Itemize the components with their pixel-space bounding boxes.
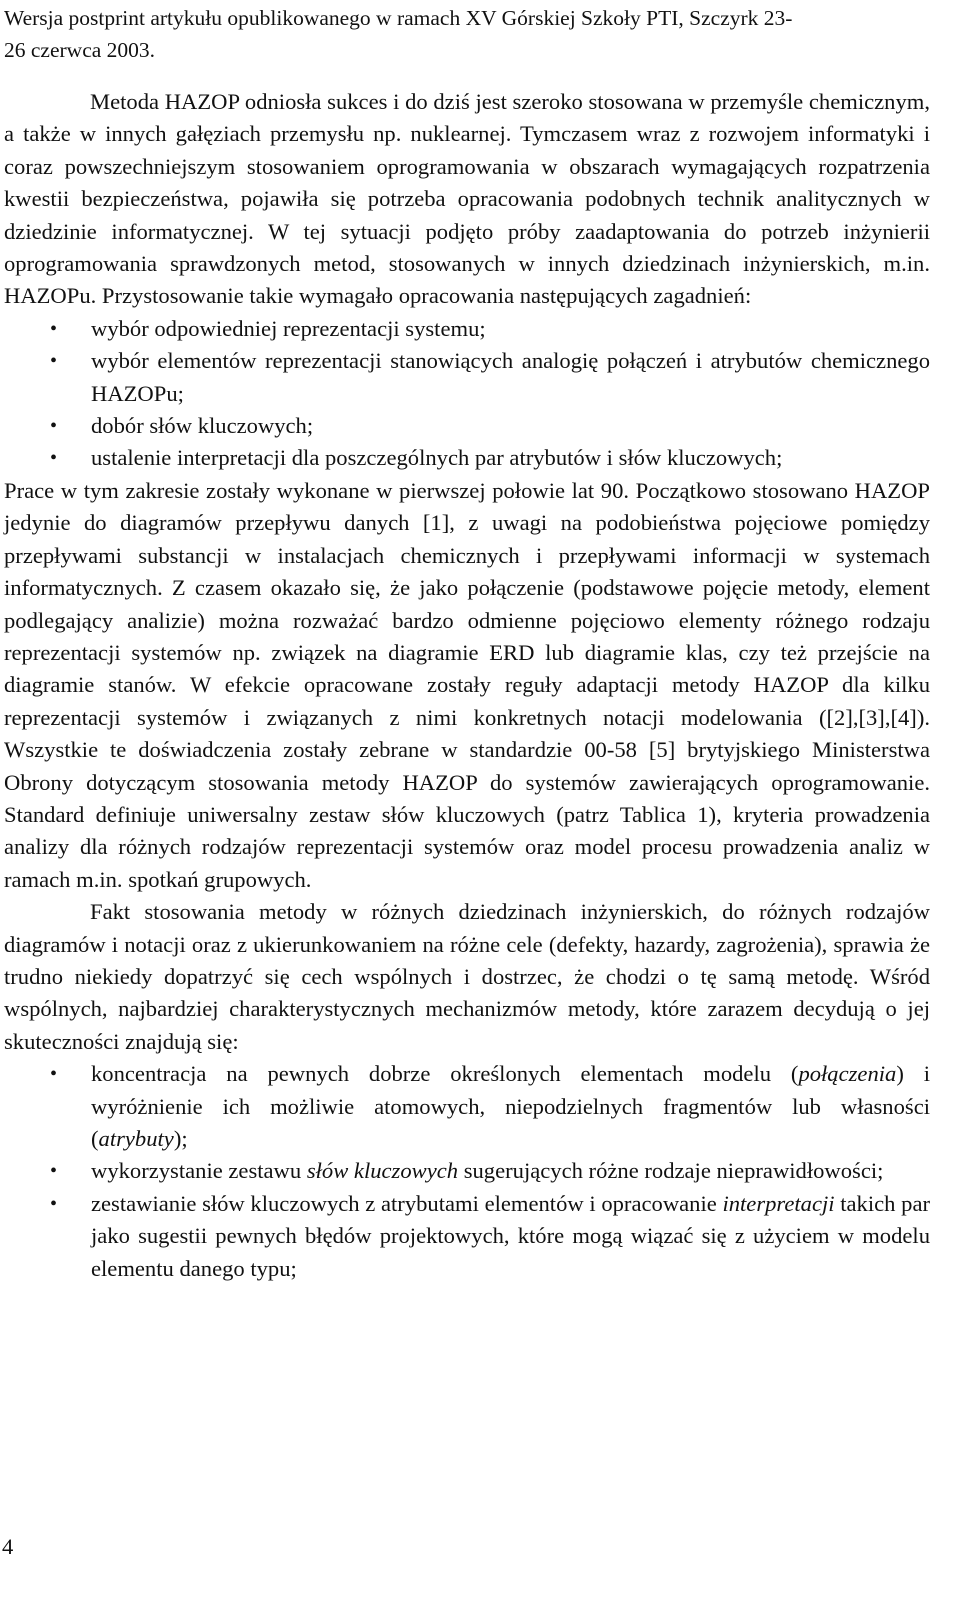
text-run: ) i wyróżnienie ich możliwie atomowych, niepodzielnych fragmentów lub własności ( — [91, 1061, 930, 1151]
list-item — [4, 1058, 930, 1155]
text-run: zestawianie słów kluczowych z atrybutami elementów i opracowanie — [91, 1190, 723, 1216]
bullet-icon: • — [50, 1160, 58, 1183]
bullet-icon: • — [50, 447, 58, 470]
italic-term: interpretacji — [722, 1190, 835, 1216]
list-item — [4, 313, 930, 345]
text-run: ); — [173, 1126, 188, 1151]
paragraph-standard-00-58: Prace w tym zakresie zostały wykonane w pierwszej połowie lat 90. Początkowo stosowano HAZOP jedynie do diagramów przepływu danych [1], z uwagi na podobieństwa pojęciowe pomiędzy przepływami substancji w instalacjach chemicznych i przepływami informacji w systemach informatycznych. Z czasem okazało się, że jako połączenie (podstawowe pojęcie metody, element podlegający analizie) można rozważać bardzo odmienne pojęciowo elementy różnego rodzaju reprezentacji systemów np. związek na diagramie ERD lub diagramie klas, czy też przejście na diagramie stanów. W efekcie opracowane zostały reguły adaptacji metody HAZOP dla kilku reprezentacji systemów i związanych z nimi konkretnych notacji modelowania ([2],[3],[4]). Wszystkie te doświadczenia zostały zebrane w standardzie 00-58 [5] brytyjskiego Ministerstwa Obrony dotyczącym stosowania metody HAZOP do systemów zawierających oprogramowanie. Standard definiuje uniwersalny zestaw słów kluczowych (patrz Tablica 1), kryteria prowadzenia analizy dla różnych rodzajów reprezentacji systemów oraz model procesu prowadzenia analiz w ramach m.in. spotkań grupowych. — [4, 477, 930, 892]
text-run: takich par jako sugestii pewnych błędów projektowych, które mogą wiązać się z użyciem w modelu elementu danego typu; — [91, 1190, 930, 1281]
text-run: sugerujących różne rodzaje nieprawidłowości; — [458, 1158, 884, 1184]
list-item-text: wybór elementów reprezentacji stanowiących analogię połączeń i atrybutów chemicznego HAZOPu; — [91, 348, 930, 406]
article-body — [4, 86, 930, 1285]
list-item-text: dobór słów kluczowych; — [91, 413, 314, 439]
list-item — [4, 442, 930, 474]
header-line-2: 26 czerwca 2003. — [4, 38, 156, 62]
list-item-text: wybór odpowiedniej reprezentacji systemu; — [91, 315, 486, 341]
postprint-header — [4, 2, 944, 66]
bullet-list-issues — [4, 313, 930, 475]
italic-term: atrybuty — [98, 1126, 174, 1151]
bullet-list-mechanisms — [4, 1058, 930, 1285]
bullet-icon: • — [50, 415, 58, 438]
list-item — [4, 345, 930, 410]
italic-term: słów kluczowych — [306, 1158, 459, 1184]
list-item — [4, 410, 930, 442]
page-number: 4 — [2, 1534, 14, 1559]
bullet-icon: • — [50, 350, 58, 373]
text-run: wykorzystanie zestawu — [91, 1158, 307, 1184]
text-run: koncentracja na pewnych dobrze określonych elementach modelu ( — [91, 1061, 799, 1087]
list-item — [4, 1188, 930, 1285]
italic-term: połączenia — [798, 1061, 897, 1087]
paragraph-hazop-success: Metoda HAZOP odniosła sukces i do dziś jest szeroko stosowana w przemyśle chemicznym, a także w innych gałęziach przemysłu np. nuklearnej. Tymczasem wraz z rozwojem informatyki i coraz powszechniejszym stosowaniem oprogramowania w obszarach wymagających rozpatrzenia kwestii bezpieczeństwa, pojawiła się potrzeba opracowania podobnych technik analitycznych w dziedzinie informatycznej. W tej sytuacji podjęto próby zaadaptowania do potrzeb inżynierii oprogramowania sprawdzonych metod, stosowanych w innych dziedzinach inżynierskich, m.in. HAZOPu. Przystosowanie takie wymagało opracowania następujących zagadnień: — [4, 89, 930, 309]
paragraph-common-mechanisms: Fakt stosowania metody w różnych dziedzinach inżynierskich, do różnych rodzajów diagramów i notacji oraz z ukierunkowaniem na różne cele (defekty, hazardy, zagrożenia), sprawia że trudno niekiedy dopatrzyć się cech wspólnych i dostrzec, że chodzi o tę samą metodę. Wśród wspólnych, najbardziej charakterystycznych mechanizmów metody, które zarazem decydują o jej skuteczności znajdują się: — [4, 899, 930, 1054]
header-line-1: Wersja postprint artykułu opublikowanego w ramach XV Górskiej Szkoły PTI, Szczyrk 23- — [4, 6, 793, 30]
list-item-text: ustalenie interpretacji dla poszczególnych par atrybutów i słów kluczowych; — [91, 445, 783, 471]
bullet-icon: • — [50, 317, 58, 340]
list-item — [4, 1155, 930, 1187]
bullet-icon: • — [50, 1192, 58, 1215]
bullet-icon: • — [50, 1063, 58, 1086]
